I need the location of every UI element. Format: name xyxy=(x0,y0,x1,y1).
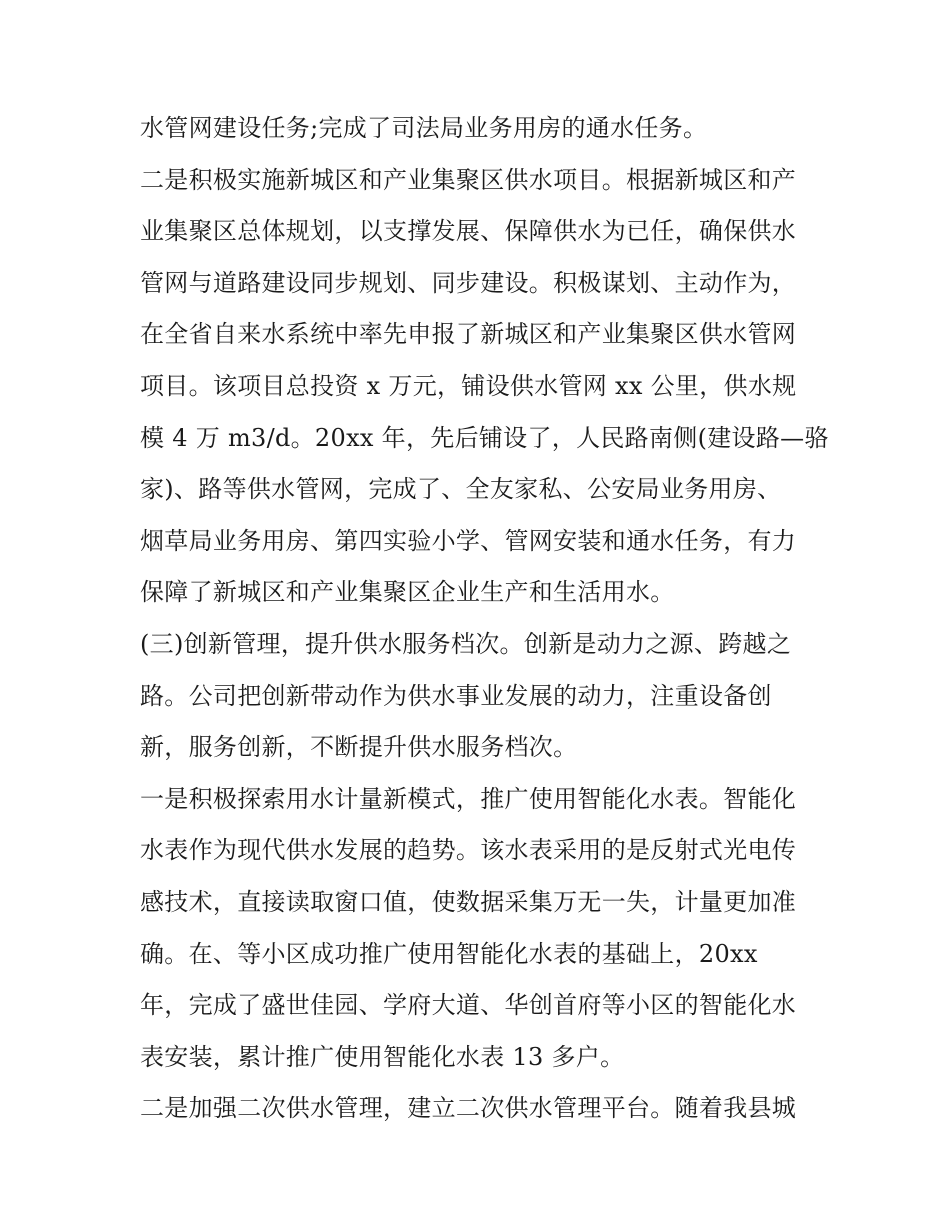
text-line: 业集聚区总体规划，以支撑发展、保障供水为已任，确保供水 xyxy=(140,217,797,246)
text-line: 模 4 万 m3/d。20xx 年，先后铺设了，人民路南侧(建设路—骆 xyxy=(140,423,829,452)
text-line: 确。在、等小区成功推广使用智能化水表的基础上，20xx xyxy=(140,939,758,968)
text-line: 保障了新城区和产业集聚区企业生产和生活用水。 xyxy=(140,578,675,607)
text-line: 一是积极探索用水计量新模式，推广使用智能化水表。智能化 xyxy=(140,784,797,813)
body-text xyxy=(140,103,829,1135)
text-line: 水表作为现代供水发展的趋势。该水表采用的是反射式光电传 xyxy=(140,836,797,865)
text-line: 表安装，累计推广使用智能化水表 13 多户。 xyxy=(140,1042,625,1071)
text-line: 管网与道路建设同步规划、同步建设。积极谋划、主动作为， xyxy=(140,268,797,297)
text-line: 在全省自来水系统中率先申报了新城区和产业集聚区供水管网 xyxy=(140,320,797,349)
text-line: 年，完成了盛世佳园、学府大道、华创首府等小区的智能化水 xyxy=(140,991,797,1020)
text-line: 家)、路等供水管网，完成了、全友家私、公安局业务用房、 xyxy=(140,475,782,504)
text-line: 二是加强二次供水管理，建立二次供水管理平台。随着我县城 xyxy=(140,1094,797,1123)
text-line: (三)创新管理，提升供水服务档次。创新是动力之源、跨越之 xyxy=(140,629,792,658)
text-line: 路。公司把创新带动作为供水事业发展的动力，注重设备创 xyxy=(140,681,772,710)
text-line: 烟草局业务用房、第四实验小学、管网安装和通水任务，有力 xyxy=(140,526,797,555)
text-line: 感技术，直接读取窗口值，使数据采集万无一失，计量更加准 xyxy=(140,887,797,916)
text-line: 水管网建设任务;完成了司法局业务用房的通水任务。 xyxy=(140,114,708,142)
text-line: 新，服务创新，不断提升供水服务档次。 xyxy=(140,733,578,762)
text-line: 二是积极实施新城区和产业集聚区供水项目。根据新城区和产 xyxy=(140,165,797,194)
text-line: 项目。该项目总投资 x 万元，铺设供水管网 xx 公里，供水规 xyxy=(140,371,797,400)
